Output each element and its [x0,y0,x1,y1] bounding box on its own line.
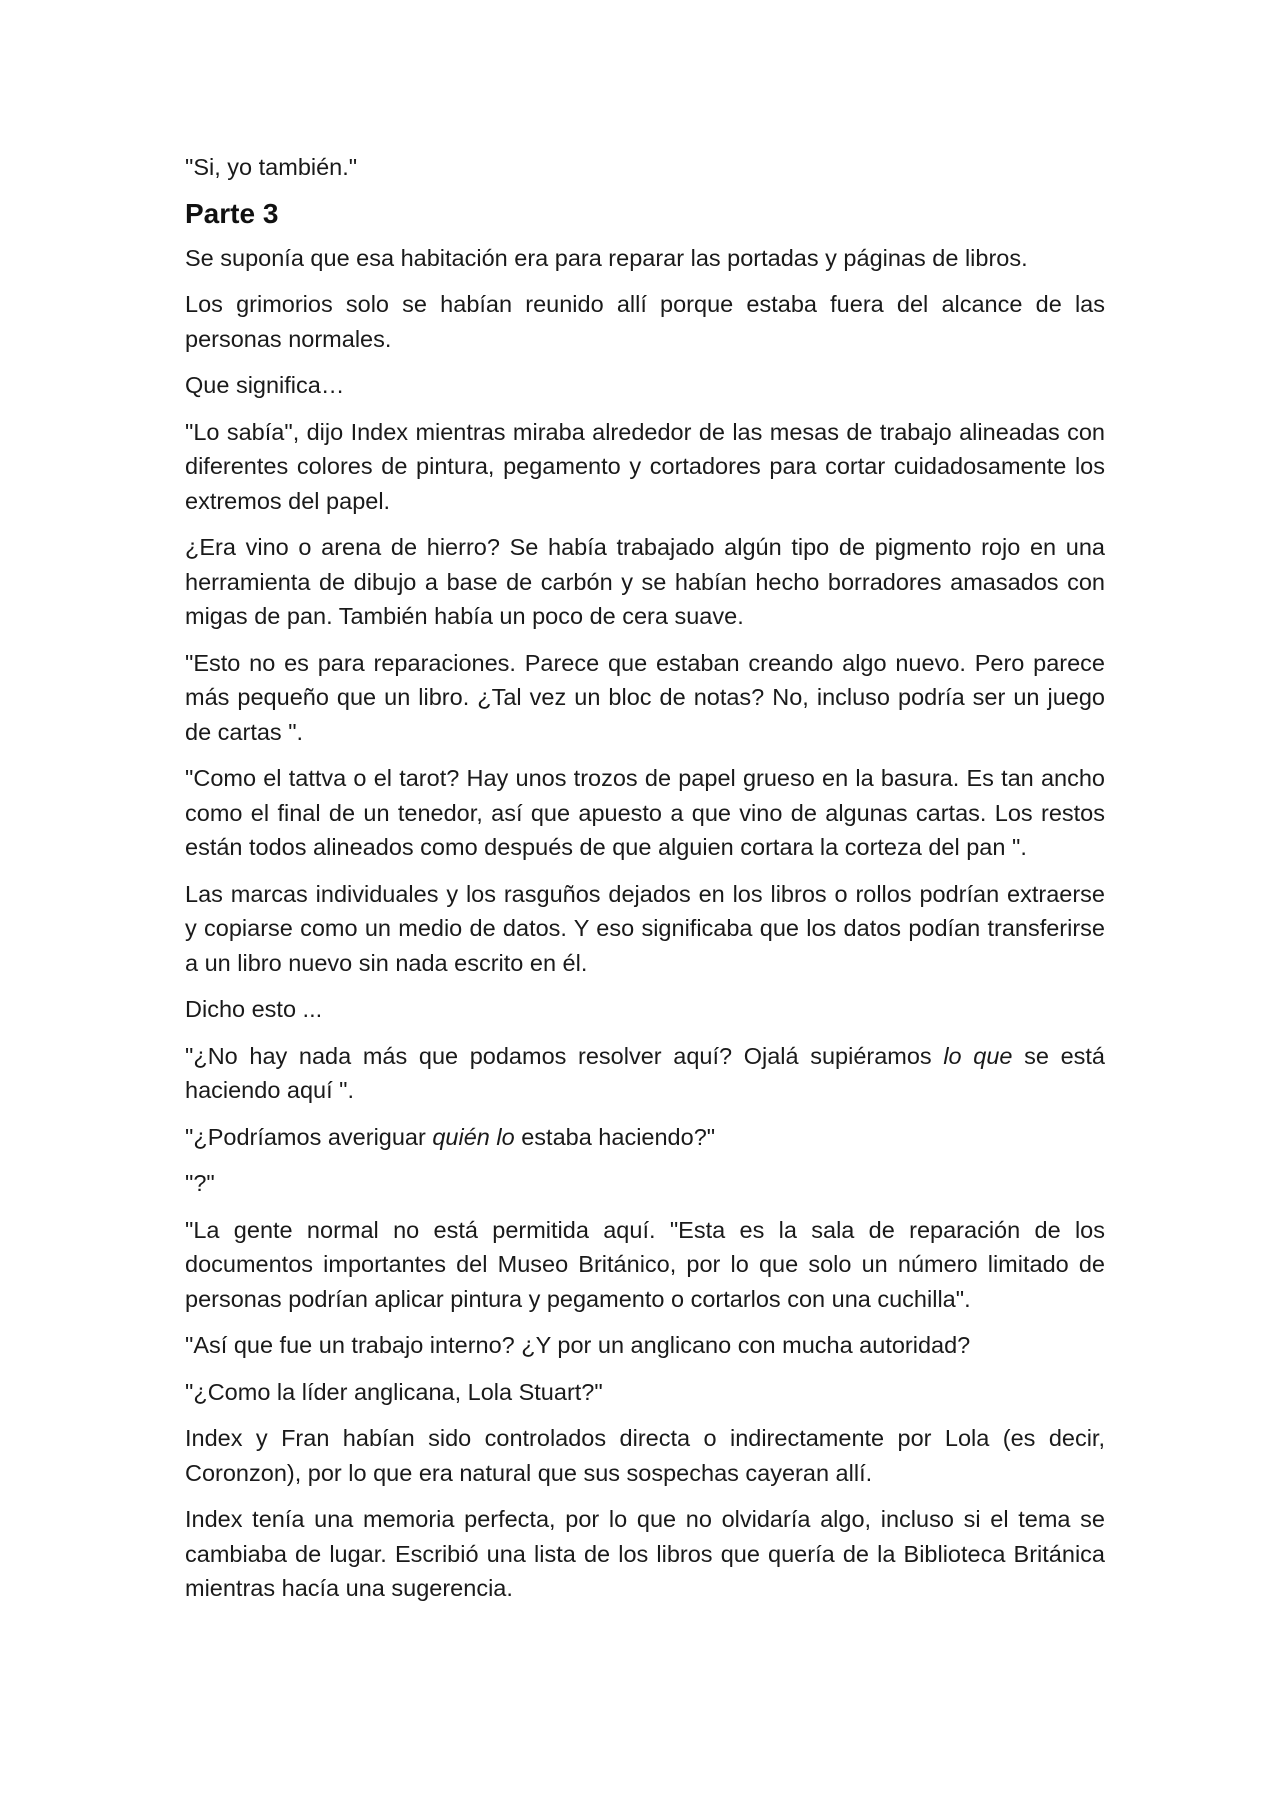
paragraph-13: "La gente normal no está permitida aquí. "Esta es la sala de reparación de los documentos importantes del Museo Británico, por lo que solo un número limitado de personas podrían aplicar pintura y pegamento o cortarlos con una cuchilla". [185,1216,1105,1312]
paragraph-5: ¿Era vino o arena de hierro? Se había trabajado algún tipo de pigmento rojo en una herramienta de dibujo a base de carbón y se habían hecho borradores amasados con migas de pan. También había un poco de cera suave. [185,534,1105,629]
paragraph-10-text-a: "¿No hay nada más que podamos resolver aquí? Ojalá supiéramos [185,1042,944,1069]
paragraph-16: Index y Fran habían sido controlados directa o indirectamente por Lola (es decir, Coronzon), por lo que era natural que sus sospechas cayeran allí. [185,1425,1105,1486]
paragraph-6: "Esto no es para reparaciones. Parece que estaban creando algo nuevo. Pero parece más pequeño que un libro. ¿Tal vez un bloc de notas? No, incluso podría ser un juego de cartas ". [185,649,1105,745]
paragraph-10-text-b: se está haciendo aquí ". [185,1042,1106,1103]
paragraph-9: Dicho esto ... [185,996,323,1022]
paragraph-15: "¿Como la líder anglicana, Lola Stuart?" [185,1378,603,1405]
section-heading: Parte 3 [185,197,279,229]
paragraph-2: Los grimorios solo se habían reunido allí porque estaba fuera del alcance de las personas normales. [185,291,1105,352]
document-page [185,150,1105,1618]
paragraph-7: "Como el tattva o el tarot? Hay unos trozos de papel grueso en la basura. Es tan ancho como el final de un tenedor, así que apuesto a que vino de algunas cartas. Los restos están todos alineados como después de que alguien cortara la corteza del pan ". [185,765,1105,860]
paragraph-10-emphasis: lo que [943,1042,1013,1069]
paragraph-11-text-b: estaba haciendo?" [514,1123,716,1150]
paragraph-intro: "Si, yo también." [185,154,358,180]
paragraph-11-text-a: "¿Podríamos averiguar [185,1123,433,1150]
paragraph-10 [185,1039,1105,1108]
paragraph-4: "Lo sabía", dijo Index mientras miraba alrededor de las mesas de trabajo alineadas con diferentes colores de pintura, pegamento y cortadores para cortar cuidadosamente los extremos del papel. [185,418,1105,514]
paragraph-1: Se suponía que esa habitación era para reparar las portadas y páginas de libros. [185,244,1028,271]
paragraph-3: Que significa… [185,372,345,398]
paragraph-12: "?" [185,1170,215,1196]
paragraph-8: Las marcas individuales y los rasguños dejados en los libros o rollos podrían extraerse y copiarse como un medio de datos. Y eso significaba que los datos podían transferirse a un libro nuevo sin nada escrito en él. [185,880,1105,976]
paragraph-14: "Así que fue un trabajo interno? ¿Y por un anglicano con mucha autoridad? [185,1332,971,1358]
paragraph-11 [185,1120,1105,1155]
paragraph-17: Index tenía una memoria perfecta, por lo que no olvidaría algo, incluso si el tema se cambiaba de lugar. Escribió una lista de los libros que quería de la Biblioteca Británica mientras hacía una sugerencia. [185,1506,1105,1601]
paragraph-11-emphasis: quién lo [432,1123,515,1150]
